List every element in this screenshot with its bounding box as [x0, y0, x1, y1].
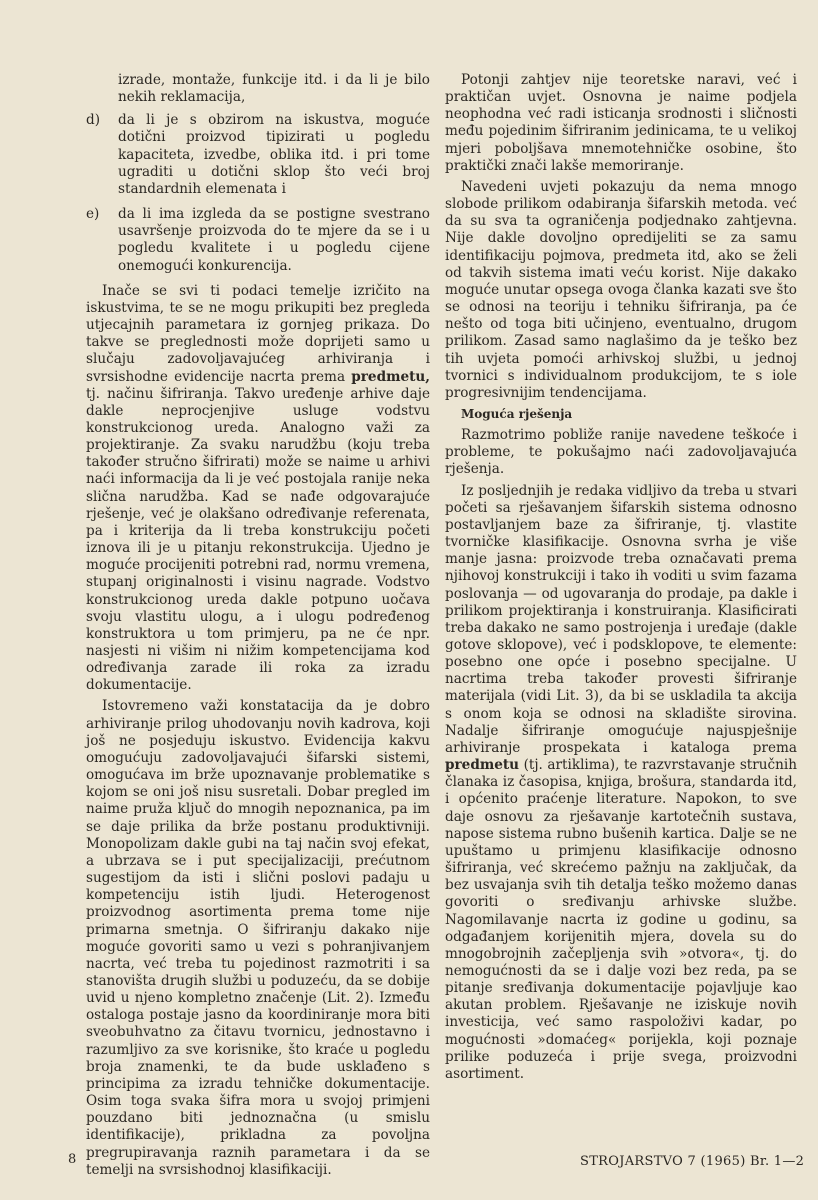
emphasis-predmetu: predmetu,	[351, 368, 430, 385]
list-item-label: d)	[86, 112, 101, 129]
emphasis-predmetu: predmetu	[445, 757, 520, 774]
paragraph-classification-requirement: Potonji zahtjev nije teoretske naravi, već i praktičan uvjet. Osnovna je naime podjela neophodna već radi isticanja srodnosti i sličnosti među pojedinim šifriranim jedinicama, te u velikoj mjeri poboljšava mnemotehničke osobine, što praktički znači lakše memoriranje.	[445, 72, 797, 174]
paragraph-text: (tj. artiklima), te razvrstavanje stručnih članaka iz časopisa, knjiga, brošura, standarda itd, i općenito praćenje literature. Napokon, to sve daje osnovu za rješavanje kartotečnih sustava, napose sistema rubno bušenih kartica. Dalje se ne upuštamo u primjenu klasifikacije odnosno šifriranja, već skrećemo pažnju na zaključak, da bez usvajanja svih tih detalja teško možemo danas govoriti o sređivanju arhivske službe. Nagomilavanje nacrta iz godine u godinu, sa odgađanjem korijenitih mjera, dovela su do mnogobrojnih začepljenja svih »otvora«, tj. do nemogućnosti da se i dalje vozi bez reda, pa se pitanje sređivanja dokumentacije pojavljuje kao akutan problem. Rješavanje ne iziskuje novih investicija, već samo raspoloživi kadar, po mogućnosti »domaćeg« porijekla, koji poznaje prilike poduzeća i prije svega, proizvodni asortiment.	[445, 757, 797, 1082]
list-item-text: da li je s obzirom na iskustva, moguće dotični proizvod tipizirati u pogledu kapaciteta, izvedbe, oblika itd. i pri tome ugraditi u dotični sklop što veći broj standardnih elemenata i	[118, 112, 430, 197]
left-column	[86, 72, 430, 1183]
right-column	[445, 72, 797, 1087]
list-continuation: izrade, montaže, funkcije itd. i da li je bilo nekih reklamacija,	[118, 72, 430, 106]
paragraph-new-staff: Istovremeno važi konstatacija da je dobro arhiviranje prilog uhodovanju novih kadrova, koji još ne posjeduju iskustvo. Evidencija kakvu omogućuju zadovoljavajući šifarski sistemi, omogućava im brže upoznavanje problematike s kojom se oni još nisu susretali. Dobar pregled im naime pruža ključ do mnogih nepoznanica, pa im se daje prilika da brže postanu produktivniji. Monopolizam dakle gubi na taj način svoj efekat, a ubrzava se i put specijalizaciji, prećutnom sugestijom da isti i slični poslovi padaju u kompetenciju istih ljudi. Heterogenost proizvodnog asortimenta prema tome nije primarna smetnja. O šifriranju dakako nije moguće govoriti samo u vezi s pohranjivanjem nacrta, već treba tu pojedinost razmotriti i sa stanovišta drugih službi u poduzeću, da se dobije uvid u njeno kompletno značenje (Lit. 2). Između ostaloga postaje jasno da koordiniranje mora biti sveobuhvatno za čitavu tvornicu, jednostavno i razumljivo za sve korisnike, što kraće u pogledu broja znamenki, te da bude usklađeno s principima za izradu tehničke dokumentacije. Osim toga svaka šifra mora u svojoj primjeni pouzdano biti jednoznačna (u smislu identifikacije), prikladna za povoljna pregrupiravanja raznih parametara i da se temelji na svrsishodnoj klasifikaciji.	[86, 698, 430, 1178]
list-item-label: e)	[86, 206, 100, 223]
paragraph-text: Iz posljednjih je redaka vidljivo da treba u stvari početi sa rješavanjem šifarskih sistema odnosno postavljanjem baze za šifriranje, tj. vlastite tvorničke klasifikacije. Osnovna svrha je više manje jasna: proizvode treba označavati prema njihovoj konstrukciji i tako ih voditi u svim fazama poslovanja — od ugovaranja do prodaje, pa dakle i prilikom projektiranja i konstruiranja. Klasificirati treba dakako ne samo postrojenja i uređaje (dakle gotove sklopove), već i podsklopove, te elemente: posebno one opće i posebno specijalne. U nacrtima treba također provesti šifriranje materijala (vidi Lit. 3), da bi se uskladila ta akcija s onom koja se odnosi na skladište sirovina. Nadalje šifriranje omogućuje najuspješnije arhiviranje prospekata i kataloga prema	[445, 482, 797, 756]
list-item-e	[86, 206, 430, 275]
paragraph-text: Inače se svi ti podaci temelje izričito na iskustvima, te se ne mogu prikupiti bez pregleda utjecajnih parametara iz gornjeg prikaza. Do takve se preglednosti može doprijeti samo u slučaju zadovoljavajućeg arhiviranja i svrsishodne evidencije nacrta prema	[86, 282, 430, 385]
paragraph-solutions-body	[445, 483, 797, 1083]
list-item-text: da li ima izgleda da se postigne svestrano usavršenje proizvoda do te mjere da se i u pogledu kvalitete i u pogledu cijene onemogući konkurencija.	[118, 206, 430, 274]
list-item-d	[86, 112, 430, 198]
paragraph-archiving-experience	[86, 283, 430, 695]
paragraph-text: tj. načinu šifriranja. Takvo uređenje arhive daje dakle neprocjenjive usluge vodstvu konstrukcionog ureda. Analogno važi za projektiranje. Za svaku narudžbu (koju treba također stručno šifrirati) može se naime u arhivi naći informacija da li je već postojala ranije neka slična narudžba. Kad se nađe odgovarajuće rješenje, već je olakšano određivanje referenata, pa i kriterija da li treba konstrukciju početi iznova ili je u pitanju rekonstrukcija. Ujedno je moguće procijeniti potrebni rad, normu vremena, stupanj originalnosti i visinu nagrade. Vodstvo konstrukcionog ureda dakle potpuno uočava svoju vlastitu ulogu, a i ulogu podređenog konstruktora u tom primjeru, pa ne će npr. nasjesti ni višim ni nižim kompetencijama kod određivanja zarade ili roka za izradu dokumentacije.	[86, 385, 430, 694]
paragraph-coding-methods: Navedeni uvjeti pokazuju da nema mnogo slobode prilikom odabiranja šifarskih metoda. već da su sva ta ograničenja podjednako zahtjevna. Nije dakle dovoljno opredijeliti se za samu identifikaciju pojmova, predmeta itd, ako se želi od takvih sistema imati veću korist. Nije dakako moguće unutar opsega ovoga članka kazati sve što se odnosi na teoriju i tehniku šifriranja, pa će nešto od toga biti učinjeno, eventualno, drugom prilikom. Zasad samo naglašimo da je teško bez tih uvjeta pomoći arhivskoj službi, u jednoj tvornici s individualnom produkcijom, te s iole progresivnijim tendencijama.	[445, 178, 797, 401]
section-heading: Moguća rješenja	[461, 406, 573, 421]
page-number: 8	[68, 1152, 77, 1167]
journal-citation: STROJARSTVO 7 (1965) Br. 1—2	[580, 1154, 805, 1169]
paragraph-solutions-intro: Razmotrimo pobliže ranije navedene teškoće i probleme, te pokušajmo naći zadovoljavajuća rješenja.	[445, 427, 797, 478]
